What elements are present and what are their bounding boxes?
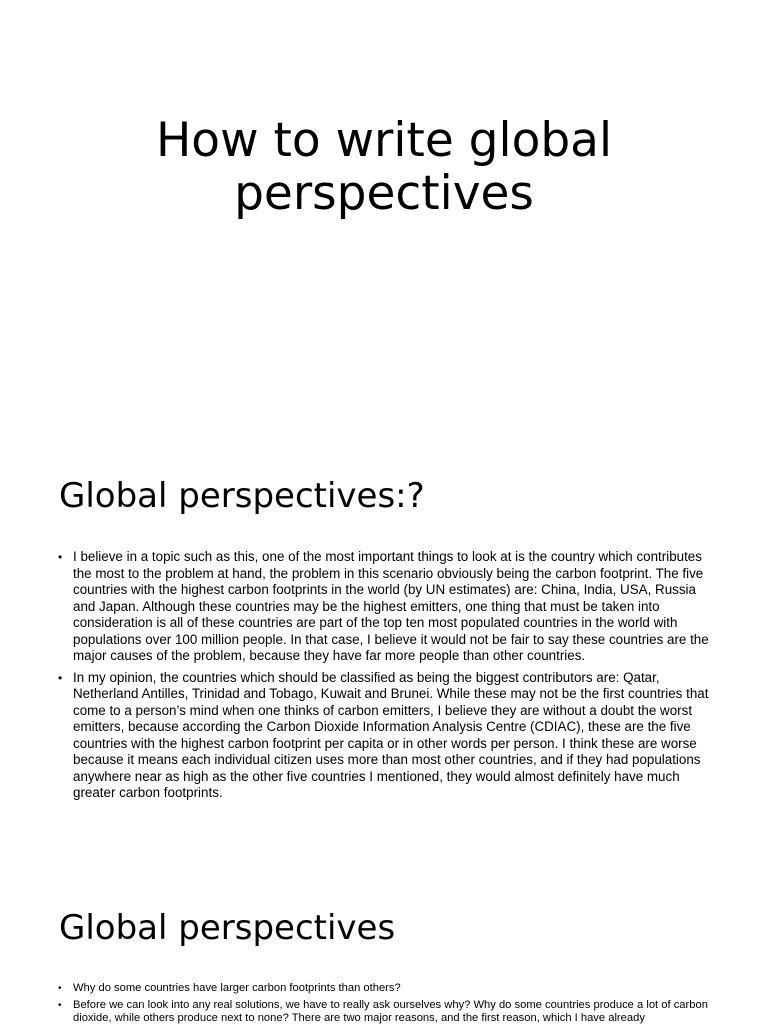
slide-title: [0, 0, 768, 432]
slide-global-perspectives: [0, 864, 768, 1024]
presentation-title: How to write global perspectives: [155, 113, 613, 221]
bullet-list: [58, 982, 708, 1024]
bullet-item: [58, 999, 708, 1024]
bullet-item: [58, 549, 713, 665]
bullet-icon: •: [58, 550, 63, 564]
bullet-list: [58, 549, 713, 807]
bullet-text: I believe in a topic such as this, one of the most important things to look at is the country which contributes the most to the problem at hand, the problem in this scenario obviously being the carbon footprint. The five countries with the highest carbon footprints in the world (by UN estimates) are: China, India, USA, Russia and Japan. Although these countries may be the highest emitters, one thing that must be taken into consideration is all of these countries are part of the top ten most populated countries in the world with populations over 100 million people. In that case, I believe it would not be fair to say these countries are the major causes of the problem, because they have far more people than other countries.: [73, 549, 709, 663]
bullet-icon: •: [58, 983, 62, 994]
bullet-text: Why do some countries have larger carbon footprints than others?: [73, 982, 401, 994]
slide-heading: Global perspectives: [59, 908, 396, 948]
bullet-item: [58, 982, 708, 996]
bullet-icon: •: [58, 999, 62, 1011]
bullet-item: [58, 670, 713, 802]
slide-global-perspectives-question: [0, 432, 768, 864]
slide-heading: Global perspectives:?: [59, 476, 425, 516]
bullet-text: In my opinion, the countries which should be classified as being the biggest contributors are: Qatar, Netherland Antilles, Trinidad and Tobago, Kuwait and Brunei. While these may not be the first countries that come to a person’s mind when one thinks of carbon emitters, I believe they are without a doubt the worst emitters, because according the Carbon Dioxide Information Analysis Centre (CDIAC), these are the five countries with the highest carbon footprint per capita or in other words per person. I think these are worse because it means each individual citizen uses more than most other countries, and if they had populations anywhere near as high as the other five countries I mentioned, they would almost definitely have much greater carbon footprints.: [73, 669, 709, 800]
bullet-text: Before we can look into any real solutions, we have to really ask ourselves why? Why do some countries produce a lot of carbon dioxide, while others produce next to none? There are two major reasons, and the first reason, which I have already: [73, 998, 708, 1024]
bullet-icon: •: [58, 670, 63, 685]
